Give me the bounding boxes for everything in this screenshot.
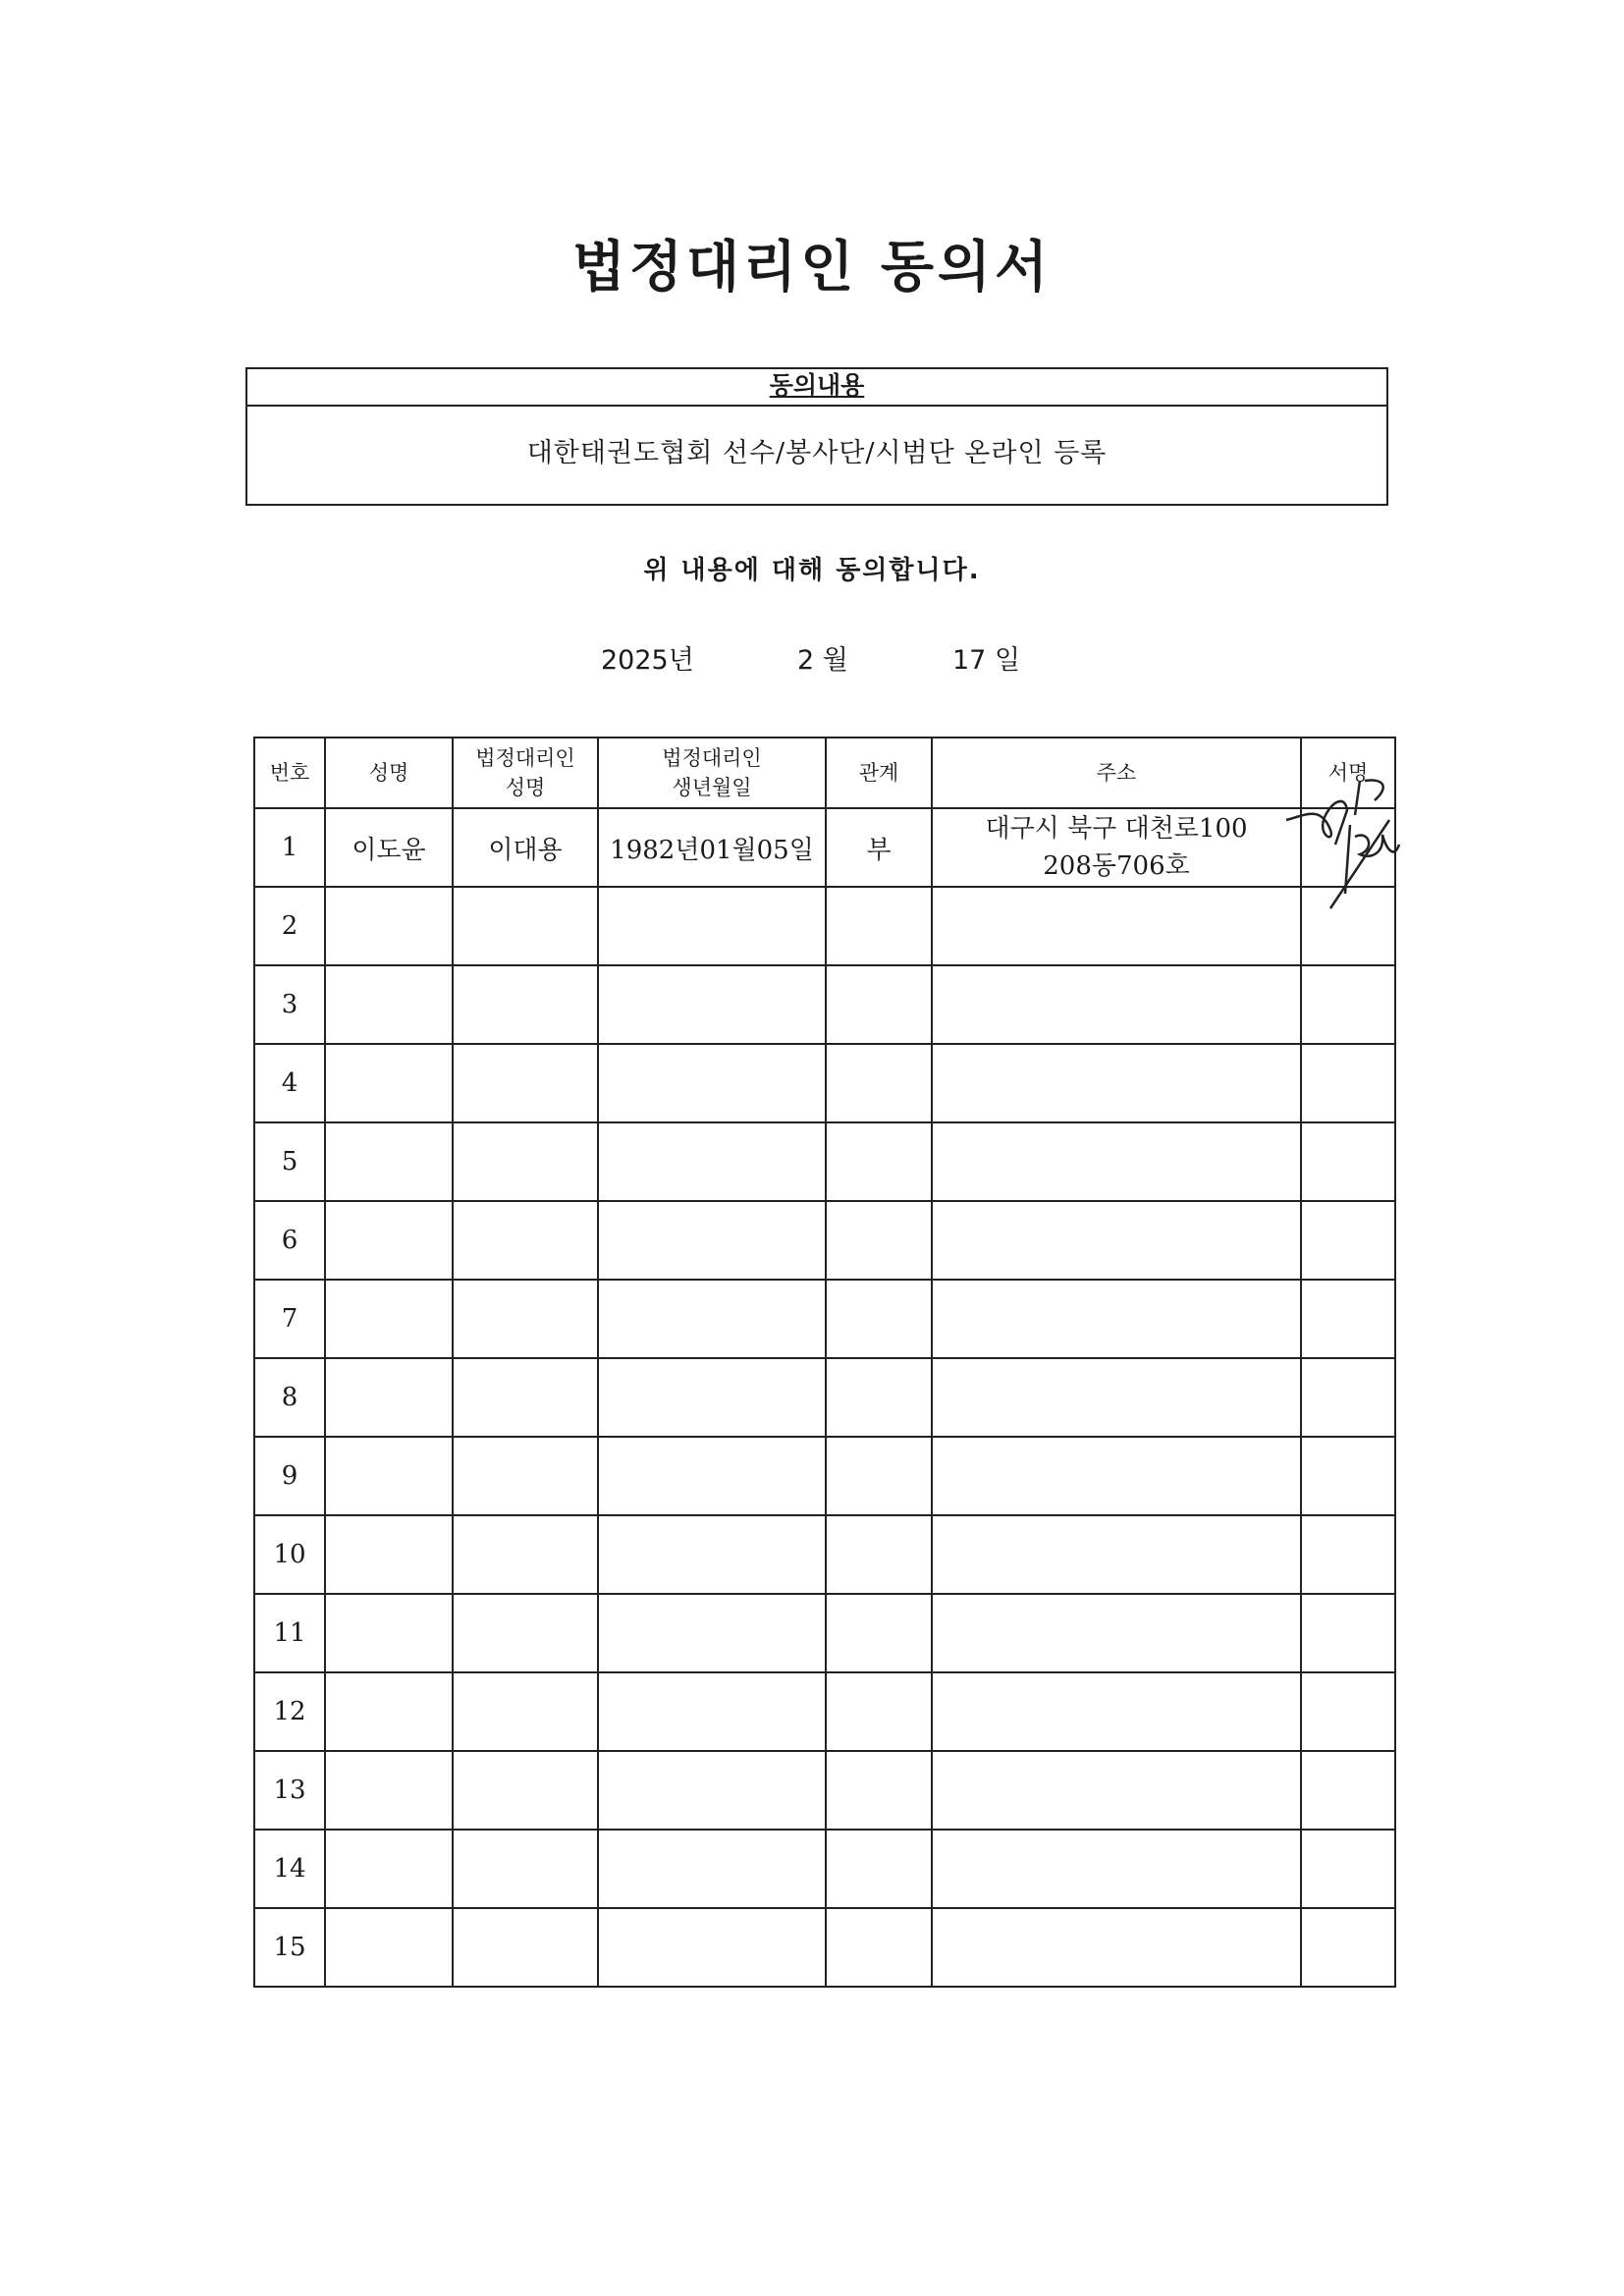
row-relation xyxy=(826,1201,932,1280)
row-guardian-name xyxy=(453,1908,598,1987)
row-guardian-birth xyxy=(598,965,826,1044)
table-row xyxy=(254,1594,1395,1672)
row-name xyxy=(325,1830,453,1908)
row-sign xyxy=(1301,1437,1395,1515)
row-guardian-birth xyxy=(598,1437,826,1515)
row-no: 10 xyxy=(254,1515,325,1594)
row-no: 14 xyxy=(254,1830,325,1908)
row-sign xyxy=(1301,1672,1395,1751)
row-relation xyxy=(826,887,932,965)
header-guardian-name xyxy=(453,738,598,808)
table-row xyxy=(254,1122,1395,1201)
row-guardian-name xyxy=(453,1515,598,1594)
table-row xyxy=(254,1437,1395,1515)
table-row xyxy=(254,965,1395,1044)
header-guardian-birth-line1: 법정대리인 xyxy=(662,746,762,770)
row-address xyxy=(932,1908,1301,1987)
table-row xyxy=(254,1201,1395,1280)
row-guardian-name xyxy=(453,1358,598,1437)
row-no: 3 xyxy=(254,965,325,1044)
row-guardian-birth xyxy=(598,1672,826,1751)
consent-box xyxy=(245,367,1388,506)
row-address xyxy=(932,1358,1301,1437)
date-day: 17 일 xyxy=(952,645,1021,676)
row-name xyxy=(325,887,453,965)
table-row xyxy=(254,1044,1395,1122)
table-row xyxy=(254,1515,1395,1594)
row-address xyxy=(932,1594,1301,1672)
row-sign xyxy=(1301,965,1395,1044)
row-guardian-name xyxy=(453,1830,598,1908)
table-row xyxy=(254,1280,1395,1358)
table-row xyxy=(254,887,1395,965)
signature-icon xyxy=(1276,776,1404,913)
row-sign xyxy=(1301,1201,1395,1280)
row-name xyxy=(325,1437,453,1515)
row-no: 7 xyxy=(254,1280,325,1358)
row-no: 9 xyxy=(254,1437,325,1515)
row-guardian-name xyxy=(453,1044,598,1122)
consent-body: 대한태권도협회 선수/봉사단/시범단 온라인 등록 xyxy=(526,438,1108,468)
row-name xyxy=(325,1280,453,1358)
row-relation xyxy=(826,1594,932,1672)
row-address-line1: 대구시 북구 대천로100 xyxy=(985,814,1248,844)
row-name: 이도윤 xyxy=(325,808,453,887)
row-relation xyxy=(826,1358,932,1437)
row-address xyxy=(932,1044,1301,1122)
row-guardian-birth xyxy=(598,1280,826,1358)
row-sign xyxy=(1301,1044,1395,1122)
row-no: 6 xyxy=(254,1201,325,1280)
row-guardian-birth xyxy=(598,887,826,965)
header-guardian-name-line2: 성명 xyxy=(505,776,546,799)
row-name xyxy=(325,1908,453,1987)
row-guardian-birth xyxy=(598,1751,826,1830)
row-guardian-name xyxy=(453,1122,598,1201)
row-relation xyxy=(826,1908,932,1987)
row-no: 1 xyxy=(254,808,325,887)
row-address xyxy=(932,1830,1301,1908)
row-relation xyxy=(826,1672,932,1751)
row-address xyxy=(932,1751,1301,1830)
row-guardian-name xyxy=(453,1594,598,1672)
row-address xyxy=(932,808,1301,887)
row-guardian-name xyxy=(453,1280,598,1358)
date-month: 2 월 xyxy=(797,645,848,676)
header-address: 주소 xyxy=(932,738,1301,808)
header-guardian-birth xyxy=(598,738,826,808)
row-name xyxy=(325,1358,453,1437)
row-address xyxy=(932,1672,1301,1751)
row-guardian-birth xyxy=(598,1908,826,1987)
row-sign xyxy=(1301,1122,1395,1201)
row-guardian-birth xyxy=(598,1515,826,1594)
row-sign xyxy=(1301,1515,1395,1594)
row-guardian-name: 이대용 xyxy=(453,808,598,887)
row-no: 4 xyxy=(254,1044,325,1122)
row-relation xyxy=(826,965,932,1044)
table-row xyxy=(254,1672,1395,1751)
row-sign xyxy=(1301,1751,1395,1830)
row-name xyxy=(325,1515,453,1594)
table-row xyxy=(254,1908,1395,1987)
table-row xyxy=(254,1358,1395,1437)
table-body xyxy=(254,808,1395,1987)
row-guardian-name xyxy=(453,1751,598,1830)
row-no: 5 xyxy=(254,1122,325,1201)
row-guardian-birth xyxy=(598,1201,826,1280)
row-sign xyxy=(1301,1830,1395,1908)
row-name xyxy=(325,1672,453,1751)
row-name xyxy=(325,1044,453,1122)
row-guardian-name xyxy=(453,1437,598,1515)
row-address xyxy=(932,1280,1301,1358)
row-address xyxy=(932,887,1301,965)
row-relation xyxy=(826,1515,932,1594)
row-guardian-name xyxy=(453,1201,598,1280)
table-row xyxy=(254,1830,1395,1908)
row-no: 2 xyxy=(254,887,325,965)
row-guardian-birth xyxy=(598,1594,826,1672)
row-address xyxy=(932,1437,1301,1515)
row-name xyxy=(325,1201,453,1280)
header-name: 성명 xyxy=(325,738,453,808)
table-header-row xyxy=(254,738,1395,808)
row-no: 15 xyxy=(254,1908,325,1987)
row-sign xyxy=(1301,1280,1395,1358)
header-sign: 서명 xyxy=(1301,738,1395,808)
row-guardian-birth: 1982년01월05일 xyxy=(598,808,826,887)
row-relation xyxy=(826,1437,932,1515)
row-guardian-name xyxy=(453,887,598,965)
guardian-table xyxy=(253,737,1396,1988)
row-address-line2: 208동706호 xyxy=(1043,851,1190,881)
row-sign xyxy=(1301,1358,1395,1437)
header-guardian-name-line1: 법정대리인 xyxy=(475,746,575,770)
consent-header: 동의내용 xyxy=(247,369,1386,407)
row-address xyxy=(932,1515,1301,1594)
row-guardian-birth xyxy=(598,1830,826,1908)
row-guardian-name xyxy=(453,965,598,1044)
row-address xyxy=(932,1201,1301,1280)
row-guardian-birth xyxy=(598,1044,826,1122)
row-guardian-name xyxy=(453,1672,598,1751)
row-no: 8 xyxy=(254,1358,325,1437)
table-row xyxy=(254,1751,1395,1830)
row-no: 11 xyxy=(254,1594,325,1672)
row-relation xyxy=(826,1122,932,1201)
row-name xyxy=(325,965,453,1044)
row-sign xyxy=(1301,1908,1395,1987)
row-relation: 부 xyxy=(826,808,932,887)
date-year: 2025년 xyxy=(601,645,694,676)
header-guardian-birth-line2: 생년월일 xyxy=(672,776,752,799)
row-name xyxy=(325,1751,453,1830)
row-no: 12 xyxy=(254,1672,325,1751)
row-no: 13 xyxy=(254,1751,325,1830)
row-relation xyxy=(826,1751,932,1830)
page-title: 법정대리인 동의서 xyxy=(571,236,1053,300)
row-address xyxy=(932,1122,1301,1201)
row-address xyxy=(932,965,1301,1044)
row-relation xyxy=(826,1280,932,1358)
header-no: 번호 xyxy=(254,738,325,808)
row-guardian-birth xyxy=(598,1122,826,1201)
row-relation xyxy=(826,1044,932,1122)
row-name xyxy=(325,1122,453,1201)
header-relation: 관계 xyxy=(826,738,932,808)
row-sign xyxy=(1301,1594,1395,1672)
row-guardian-birth xyxy=(598,1358,826,1437)
table-row xyxy=(254,808,1395,887)
row-relation xyxy=(826,1830,932,1908)
row-name xyxy=(325,1594,453,1672)
agree-statement: 위 내용에 대해 동의합니다. xyxy=(643,556,981,585)
